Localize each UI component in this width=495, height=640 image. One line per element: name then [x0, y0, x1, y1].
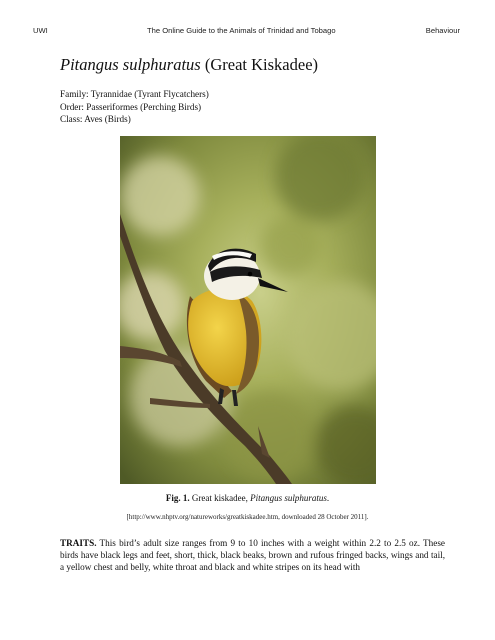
figure-source: [http://www.nhptv.org/natureworks/greatkiskadee.htm, downloaded 28 October 2011]. [126, 513, 369, 521]
header-guide-title: The Online Guide to the Animals of Trinidad and Tobago [147, 26, 336, 35]
taxonomy-block [60, 88, 209, 126]
page-header [33, 26, 460, 40]
figure-caption-text: Great kiskadee, [189, 493, 251, 503]
kiskadee-photo [120, 136, 376, 484]
kiskadee-illustration [120, 136, 376, 484]
header-institution: UWI [33, 26, 48, 35]
title-common-name: (Great Kiskadee) [200, 55, 319, 74]
traits-paragraph [60, 538, 445, 574]
figure-caption-scientific: Pitangus sulphuratus [250, 493, 327, 503]
taxonomy-order: Order: Passeriformes (Perching Birds) [60, 101, 202, 112]
traits-heading: TRAITS. [60, 538, 97, 548]
page-title [60, 55, 318, 75]
figure-caption [0, 493, 495, 503]
header-section: Behaviour [425, 26, 460, 35]
figure-caption-end: . [326, 493, 330, 503]
taxonomy-class: Class: Aves (Birds) [60, 114, 131, 125]
taxonomy-family: Family: Tyrannidae (Tyrant Flycatchers) [60, 89, 209, 99]
figure-label: Fig. 1. [165, 493, 190, 503]
title-scientific-name: Pitangus sulphuratus [60, 55, 201, 74]
traits-body: This bird’s adult size ranges from 9 to 10 inches with a weight within 2.2 to 2.5 oz. These birds have black legs and feet, short, thick, black beaks, brown and rufous fringed backs, wings and tail, a yellow chest and belly, white throat and black and white stripes on its head with [60, 538, 445, 572]
